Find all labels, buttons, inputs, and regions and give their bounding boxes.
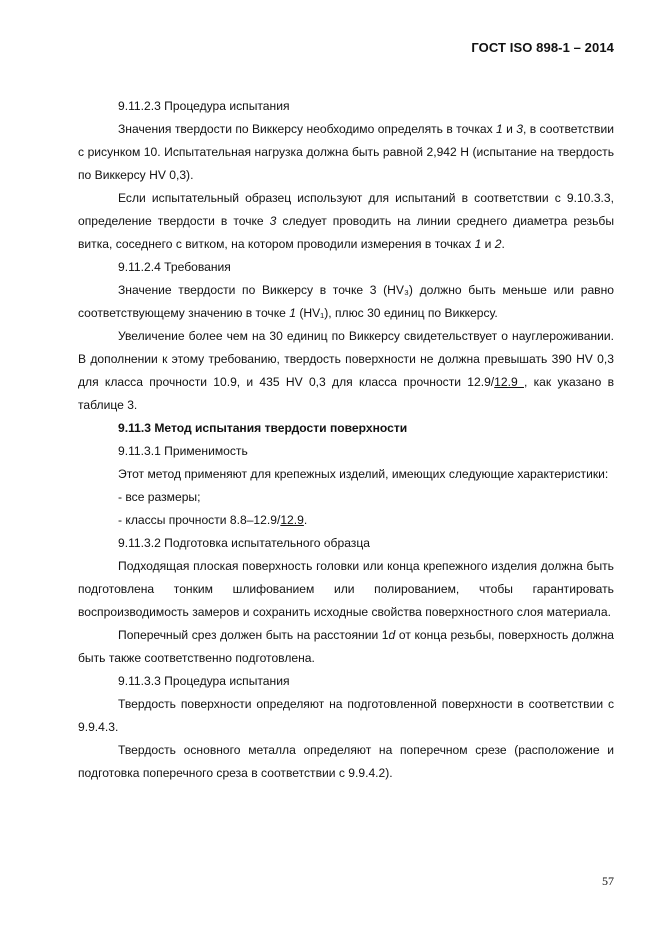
section-title-9-11-2-3: 9.11.2.3 Процедура испытания — [118, 99, 290, 113]
paragraph-applicability: Этот метод применяют для крепежных изделий, имеющих следующие характеристики: — [118, 467, 609, 481]
section-title-9-11-3-1: 9.11.3.1 Применимость — [118, 444, 248, 458]
paragraph-point-3: Если испытательный образец используют для испытаний в соответствии с 9.10.3.3, определение твердости в точке 3 следует проводить на линии среднего диаметра резьбы витка, соседнего с витком, на котором проводили измерения в точках 1 и 2. — [78, 191, 615, 251]
list-item-strength-classes: - классы прочности 8.8–12.9/12.9. — [118, 513, 308, 527]
paragraph-requirement: Значение твердости по Виккерсу в точке 3 (HV₃) должно быть меньше или равно соответствующему значению в точке 1 (HV₁), плюс 30 единиц по Виккерсу. — [78, 283, 614, 320]
paragraph-carburization: Увеличение более чем на 30 единиц по Виккерсу свидетельствует о науглероживании. В дополнении к этому требованию, твердость поверхности не должна превышать 390 HV 0,3 для класса прочности 10.9, и 435 HV 0,3 для класса прочности 12.9/12.9 , как указано в таблице 3. — [78, 329, 614, 412]
section-title-9-11-2-4: 9.11.2.4 Требования — [118, 260, 231, 274]
paragraph-cross-section: Поперечный срез должен быть на расстоянии 1d от конца резьбы, поверхность должна быть также соответственно подготовлена. — [78, 628, 614, 665]
section-title-9-11-3-2: 9.11.3.2 Подготовка испытательного образца — [118, 536, 370, 550]
list-item-sizes: - все размеры; — [118, 490, 201, 504]
document-header: ГОСТ ISO 898-1 – 2014 — [471, 40, 614, 55]
paragraph-surface-prep: Подходящая плоская поверхность головки или конца крепежного изделия должна быть подготовлена тонким шлифованием или полированием, чтобы гарантировать воспроизводимость замеров и сохранить исходные свойства поверхностного слоя материала. — [78, 559, 614, 619]
paragraph-surface-hardness: Твердость поверхности определяют на подготовленной поверхности в соответствии с 9.9.4.3. — [78, 697, 614, 734]
paragraph-vickers-points: Значения твердости по Виккерсу необходимо определять в точках 1 и 3, в соответствии с рисунком 10. Испытательная нагрузка должна быть равной 2,942 Н (испытание на твердость по Виккерсу HV 0,3). — [78, 122, 614, 182]
section-title-9-11-3-3: 9.11.3.3 Процедура испытания — [118, 674, 290, 688]
document-body — [78, 95, 614, 785]
paragraph-base-metal: Твердость основного металла определяют на поперечном срезе (расположение и подготовка поперечного среза в соответствии с 9.9.4.2). — [78, 743, 614, 780]
page-number: 57 — [602, 874, 614, 888]
section-title-9-11-3: 9.11.3 Метод испытания твердости поверхности — [118, 421, 408, 435]
